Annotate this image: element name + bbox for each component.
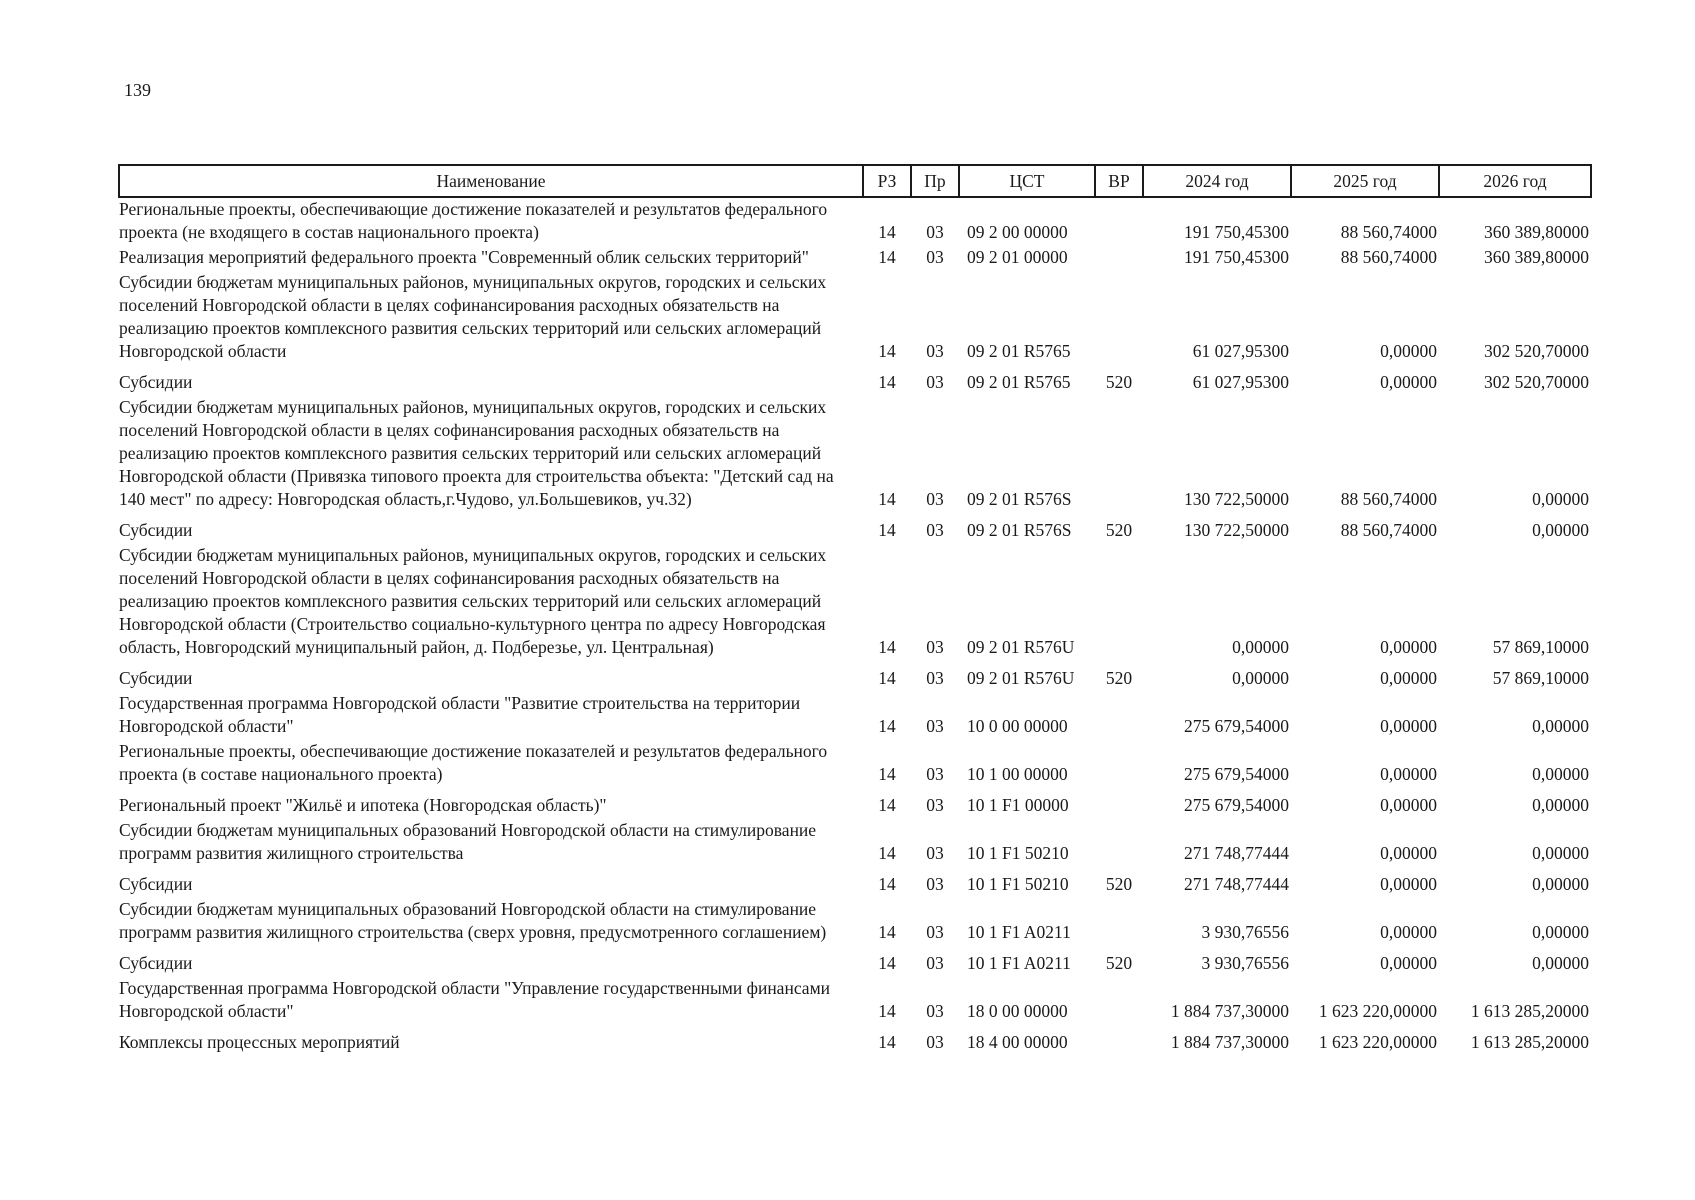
row-cst: 09 2 01 R576S: [967, 520, 1072, 540]
row-name: Субсидии: [119, 372, 193, 392]
table-row: [119, 513, 1591, 544]
row-value-2024: 130 722,50000: [1184, 520, 1289, 540]
row-value-2026: 0,00000: [1532, 795, 1589, 815]
row-name: Субсидии бюджетам муниципальных районов, муниципальных округов, городских и сельских поселений Новгородской области в целях софинансирования расходных обязательств на реализацию проектов комплексного развития сельских территорий или сельских агломераций Новгородской области (Строительство социально-культурного центра по адресу Новгородская область, Новгородский муниципальный район, д. Подберезье, ул. Центральная): [119, 545, 827, 657]
row-value-2025: 88 560,74000: [1340, 520, 1437, 540]
row-vr: 520: [1105, 953, 1133, 973]
row-vr: [1095, 740, 1143, 788]
row-value-2025: 0,00000: [1380, 795, 1437, 815]
row-vr: 520: [1105, 372, 1133, 392]
row-name: Комплексы процессных мероприятий: [119, 1032, 400, 1052]
row-value-2025: 0,00000: [1380, 716, 1437, 736]
row-pr: 03: [926, 1032, 944, 1052]
row-name: Субсидии бюджетам муниципальных образований Новгородской области на стимулирование программ развития жилищного строительства: [119, 820, 817, 863]
row-pr: 03: [926, 520, 944, 540]
row-rz: 14: [878, 222, 896, 242]
row-value-2024: 0,00000: [1232, 668, 1289, 688]
row-vr: 520: [1105, 668, 1133, 688]
row-pr: 03: [926, 795, 944, 815]
row-rz: 14: [878, 716, 896, 736]
row-name: Субсидии: [119, 668, 193, 688]
table-row: [119, 977, 1591, 1025]
row-pr: 03: [926, 372, 944, 392]
row-value-2024: 271 748,77444: [1184, 843, 1289, 863]
table-row: [119, 788, 1591, 819]
row-pr: 03: [926, 247, 944, 267]
row-value-2026: 302 520,70000: [1484, 372, 1589, 392]
row-value-2026: 360 389,80000: [1484, 222, 1589, 242]
row-cst: 09 2 01 R5765: [967, 372, 1071, 392]
table-row: [119, 396, 1591, 513]
row-vr: [1095, 819, 1143, 867]
table-row: [119, 1025, 1591, 1056]
row-value-2024: 61 027,95300: [1192, 341, 1289, 361]
row-value-2024: 61 027,95300: [1192, 372, 1289, 392]
row-value-2025: 0,00000: [1380, 637, 1437, 657]
row-name: Субсидии: [119, 520, 193, 540]
row-name: Государственная программа Новгородской области "Развитие строительства на территории Новгородской области": [119, 693, 801, 736]
row-value-2025: 0,00000: [1380, 341, 1437, 361]
row-name: Региональные проекты, обеспечивающие достижение показателей и результатов федерального проекта (в составе национального проекта): [119, 741, 828, 784]
header-2025: 2025 год: [1291, 165, 1439, 197]
row-value-2025: 0,00000: [1380, 874, 1437, 894]
row-cst: 09 2 01 R5765: [967, 341, 1071, 361]
row-value-2025: 88 560,74000: [1340, 489, 1437, 509]
row-name: Субсидии бюджетам муниципальных районов, муниципальных округов, городских и сельских поселений Новгородской области в целях софинансирования расходных обязательств на реализацию проектов комплексного развития сельских территорий или сельских агломераций Новгородской области: [119, 272, 827, 361]
row-pr: 03: [926, 1001, 944, 1021]
row-cst: 18 4 00 00000: [967, 1032, 1068, 1052]
row-vr: [1095, 788, 1143, 819]
row-pr: 03: [926, 764, 944, 784]
row-name: Субсидии бюджетам муниципальных образований Новгородской области на стимулирование программ развития жилищного строительства (сверх уровня, предусмотренного соглашением): [119, 899, 827, 942]
table-body: [119, 197, 1591, 1056]
table-row: [119, 740, 1591, 788]
row-name: Субсидии: [119, 953, 193, 973]
row-pr: 03: [926, 716, 944, 736]
row-value-2026: 0,00000: [1532, 489, 1589, 509]
row-cst: 09 2 01 R576S: [967, 489, 1072, 509]
row-value-2024: 275 679,54000: [1184, 716, 1289, 736]
row-value-2024: 0,00000: [1232, 637, 1289, 657]
table-row: [119, 197, 1591, 246]
row-vr: [1095, 898, 1143, 946]
row-rz: 14: [878, 341, 896, 361]
row-pr: 03: [926, 843, 944, 863]
row-value-2025: 0,00000: [1380, 372, 1437, 392]
row-pr: 03: [926, 341, 944, 361]
row-pr: 03: [926, 874, 944, 894]
row-name: Региональные проекты, обеспечивающие достижение показателей и результатов федерального проекта (не входящего в состав национального проекта): [119, 199, 828, 242]
row-value-2025: 88 560,74000: [1340, 247, 1437, 267]
row-rz: 14: [878, 668, 896, 688]
row-vr: [1095, 977, 1143, 1025]
row-rz: 14: [878, 489, 896, 509]
row-value-2026: 0,00000: [1532, 520, 1589, 540]
row-value-2026: 302 520,70000: [1484, 341, 1589, 361]
row-value-2024: 191 750,45300: [1184, 222, 1289, 242]
header-cst: ЦСТ: [959, 165, 1095, 197]
row-cst: 18 0 00 00000: [967, 1001, 1068, 1021]
row-cst: 09 2 00 00000: [967, 222, 1068, 242]
row-cst: 10 0 00 00000: [967, 716, 1068, 736]
row-name: Субсидии бюджетам муниципальных районов, муниципальных округов, городских и сельских поселений Новгородской области в целях софинансирования расходных обязательств на реализацию проектов комплексного развития сельских территорий или сельских агломераций Новгородской области (Привязка типового проекта для строительства объекта: "Детский сад на 140 мест" по адресу: Новгородская область,г.Чудово, ул.Большевиков, уч.32): [119, 397, 834, 509]
row-value-2024: 130 722,50000: [1184, 489, 1289, 509]
row-vr: [1095, 246, 1143, 271]
row-cst: 09 2 01 00000: [967, 247, 1068, 267]
row-value-2026: 0,00000: [1532, 843, 1589, 863]
row-value-2026: 0,00000: [1532, 922, 1589, 942]
table-row: [119, 544, 1591, 661]
row-vr: [1095, 396, 1143, 513]
row-value-2025: 0,00000: [1380, 843, 1437, 863]
row-rz: 14: [878, 843, 896, 863]
table-row: [119, 661, 1591, 692]
row-value-2024: 271 748,77444: [1184, 874, 1289, 894]
row-value-2024: 191 750,45300: [1184, 247, 1289, 267]
row-value-2025: 88 560,74000: [1340, 222, 1437, 242]
row-vr: [1095, 271, 1143, 365]
table-row: [119, 898, 1591, 946]
row-rz: 14: [878, 953, 896, 973]
row-value-2025: 1 623 220,00000: [1318, 1032, 1437, 1052]
page-number: 139: [124, 80, 151, 100]
header-2024: 2024 год: [1143, 165, 1291, 197]
row-value-2025: 0,00000: [1380, 764, 1437, 784]
row-value-2026: 0,00000: [1532, 764, 1589, 784]
table-row: [119, 271, 1591, 365]
row-value-2026: 0,00000: [1532, 874, 1589, 894]
row-rz: 14: [878, 372, 896, 392]
row-cst: 10 1 00 00000: [967, 764, 1068, 784]
row-vr: 520: [1105, 520, 1133, 540]
row-value-2026: 1 613 285,20000: [1470, 1001, 1589, 1021]
row-name: Реализация мероприятий федерального проекта "Современный облик сельских территорий": [119, 247, 809, 267]
row-pr: 03: [926, 489, 944, 509]
header-rz: РЗ: [863, 165, 911, 197]
row-name: Субсидии: [119, 874, 193, 894]
row-rz: 14: [878, 247, 896, 267]
row-value-2024: 3 930,76556: [1201, 922, 1289, 942]
table-row: [119, 867, 1591, 898]
row-value-2025: 0,00000: [1380, 668, 1437, 688]
row-rz: 14: [878, 1001, 896, 1021]
row-vr: [1095, 197, 1143, 246]
row-value-2024: 1 884 737,30000: [1170, 1032, 1289, 1052]
row-name: Государственная программа Новгородской области "Управление государственными финансами Новгородской области": [119, 978, 831, 1021]
row-vr: 520: [1105, 874, 1133, 894]
row-rz: 14: [878, 637, 896, 657]
row-pr: 03: [926, 953, 944, 973]
table-row: [119, 246, 1591, 271]
row-cst: 10 1 F1 50210: [967, 874, 1069, 894]
row-value-2024: 275 679,54000: [1184, 764, 1289, 784]
row-pr: 03: [926, 668, 944, 688]
row-rz: 14: [878, 1032, 896, 1052]
row-cst: 09 2 01 R576U: [967, 637, 1075, 657]
row-rz: 14: [878, 922, 896, 942]
row-rz: 14: [878, 795, 896, 815]
row-rz: 14: [878, 764, 896, 784]
row-vr: [1095, 1025, 1143, 1056]
table-row: [119, 946, 1591, 977]
header-pr: Пр: [911, 165, 959, 197]
row-value-2026: 57 869,10000: [1492, 637, 1589, 657]
table-row: [119, 365, 1591, 396]
row-pr: 03: [926, 637, 944, 657]
row-rz: 14: [878, 520, 896, 540]
row-value-2025: 0,00000: [1380, 953, 1437, 973]
header-name: Наименование: [119, 165, 863, 197]
row-value-2025: 1 623 220,00000: [1318, 1001, 1437, 1021]
row-value-2024: 1 884 737,30000: [1170, 1001, 1289, 1021]
row-name: Региональный проект "Жильё и ипотека (Новгородская область)": [119, 795, 607, 815]
row-value-2026: 0,00000: [1532, 716, 1589, 736]
header-2026: 2026 год: [1439, 165, 1591, 197]
row-cst: 09 2 01 R576U: [967, 668, 1075, 688]
row-pr: 03: [926, 222, 944, 242]
row-value-2026: 360 389,80000: [1484, 247, 1589, 267]
row-value-2026: 1 613 285,20000: [1470, 1032, 1589, 1052]
budget-table: [118, 164, 1592, 1056]
row-cst: 10 1 F1 00000: [967, 795, 1069, 815]
table-row: [119, 819, 1591, 867]
table-header-row: [119, 165, 1591, 197]
row-value-2024: 275 679,54000: [1184, 795, 1289, 815]
row-pr: 03: [926, 922, 944, 942]
row-value-2026: 0,00000: [1532, 953, 1589, 973]
row-cst: 10 1 F1 A0211: [967, 953, 1071, 973]
header-vr: ВР: [1095, 165, 1143, 197]
row-rz: 14: [878, 874, 896, 894]
row-vr: [1095, 544, 1143, 661]
row-value-2024: 3 930,76556: [1201, 953, 1289, 973]
row-value-2025: 0,00000: [1380, 922, 1437, 942]
row-value-2026: 57 869,10000: [1492, 668, 1589, 688]
row-cst: 10 1 F1 50210: [967, 843, 1069, 863]
table-row: [119, 692, 1591, 740]
row-vr: [1095, 692, 1143, 740]
row-cst: 10 1 F1 A0211: [967, 922, 1071, 942]
